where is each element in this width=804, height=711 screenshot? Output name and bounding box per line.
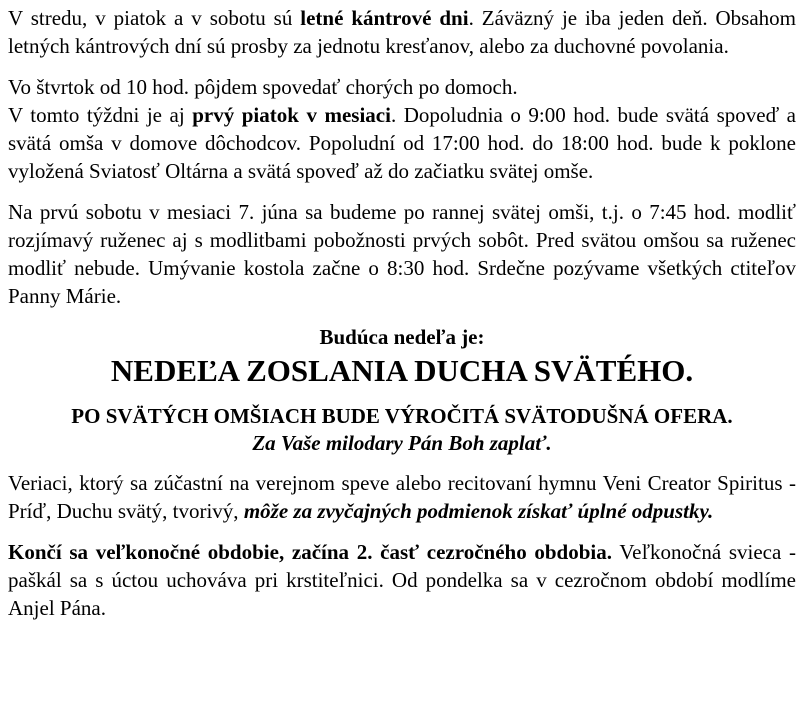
first-friday-emphasis: prvý piatok v mesiaci [192, 103, 391, 127]
paragraph-confession-sick: Vo štvrtok od 10 hod. pôjdem spovedať chorých po domoch. [8, 75, 518, 99]
paragraph-indulgence: Veriaci, ktorý sa zúčastní na verejnom speve alebo recitovaní hymnu Veni Creator Spiritus - Príď, Duchu svätý, tvorivý, môže za zvyčajných podmienok získať úplné odpustky. [8, 471, 796, 523]
paragraph-first-saturday: Na prvú sobotu v mesiaci 7. júna sa budeme po rannej svätej omši, t.j. o 7:45 hod. modliť rozjímavý ruženec aj s modlitbami pobožnosti prvých sobôt. Pred svätou omšou sa ruženec modliť nebude. Umývanie kostola začne o 8:30 hod. Srdečne pozývame všetkých ctiteľov Panny Márie. [8, 200, 796, 308]
offering-announcement: PO SVÄTÝCH OMŠIACH BUDE VÝROČITÁ SVÄTODUŠNÁ OFERA. [71, 404, 733, 428]
easter-end-emphasis: Končí sa veľkonočné obdobie, začína 2. časť cezročného obdobia. [8, 540, 613, 564]
paragraph-first-friday: V tomto týždni je aj prvý piatok v mesiaci. Dopoludnia o 9:00 hod. bude svätá spoveď a svätá omša v domove dôchodcov. Popoludní od 17:00 hod. do 18:00 hod. bude k poklone vyložená Sviatosť Oltárna a svätá spoveď až do začiatku svätej omše. [8, 103, 796, 183]
offering-thanks: Za Vaše milodary Pán Boh zaplať. [252, 431, 552, 455]
next-sunday-label: Budúca nedeľa je: [319, 325, 485, 349]
paragraph-easter-end: Končí sa veľkonočné obdobie, začína 2. časť cezročného obdobia. Veľkonočná svieca - paškál sa s úctou uchováva pri krstiteľnici. Od pondelka sa v cezročnom období modlíme Anjel Pána. [8, 540, 796, 620]
indulgence-emphasis: môže za zvyčajných podmienok získať úplné odpustky. [243, 499, 714, 523]
pentecost-heading: NEDEĽA ZOSLANIA DUCHA SVÄTÉHO. [110, 353, 694, 388]
ember-days-emphasis: letné kántrové dni [300, 6, 469, 30]
paragraph-ember-days: V stredu, v piatok a v sobotu sú letné kántrové dni. Záväzný je iba jeden deň. Obsahom letných kántrových dní sú prosby za jednotu kresťanov, alebo za duchovné povolania. [8, 6, 796, 58]
